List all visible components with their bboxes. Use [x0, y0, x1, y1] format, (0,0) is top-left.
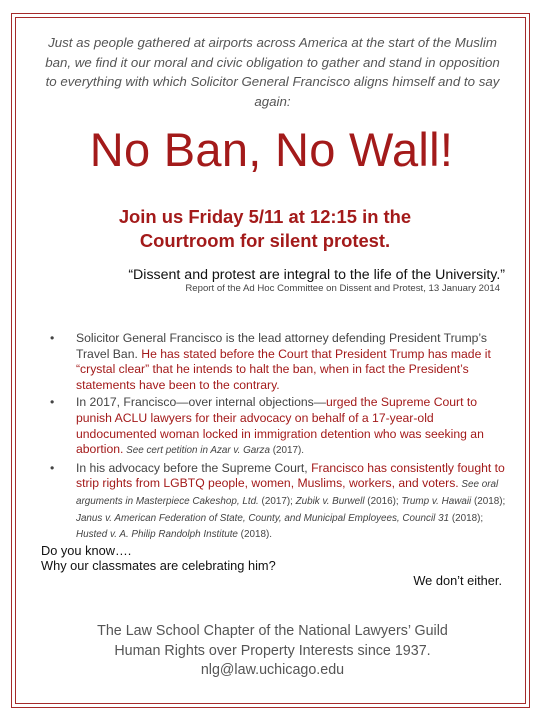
question-celebrating: Why our classmates are celebrating him?: [41, 558, 276, 573]
call-to-action: [60, 205, 470, 253]
citation-year: (2017).: [270, 445, 305, 457]
bullet-highlight: Francisco has consistently fought to strip rights from LGBTQ people, women, Muslims, workers, and voters.: [76, 460, 505, 491]
footer-email[interactable]: nlg@law.uchicago.edu: [200, 662, 345, 678]
citation-case: Masterpiece Cakeshop, Ltd.: [135, 495, 259, 507]
citation-year: (2016);: [364, 495, 402, 507]
bullet-item-aclu: [48, 395, 510, 458]
bullet-icon: •: [50, 460, 55, 475]
citation-text: See cert petition in: [123, 445, 211, 457]
intro-paragraph: Just as people gathered at airports across America at the start of the Muslim ban, we find it our moral and civic obligation to gather and stand in opposition to everything with which Solicitor General Francisco aligns himself and to say again:: [45, 35, 500, 109]
bullet-highlight: He has stated before the Court that President Trump has made it “crystal clear” that he intends to halt the ban, when in fact the President’s statements have been to the contrary.: [76, 346, 491, 392]
citation-case: Trump v. Hawaii: [401, 495, 472, 507]
bullet-text: In his advocacy before the Supreme Court,: [76, 460, 312, 475]
footer-tagline: Human Rights over Property Interests since 1937.: [114, 642, 431, 659]
citation-year: (2018);: [449, 512, 484, 524]
footer: [40, 622, 505, 681]
citation-case: Zubik v. Burwell: [295, 495, 365, 507]
citation-text: See oral arguments in: [76, 479, 499, 507]
cta-line-1: Join us Friday 5/11 at 12:15 in the: [118, 206, 412, 227]
citation-case: Azar v. Garza: [210, 445, 270, 457]
quote-text: “Dissent and protest are integral to the life of the University.”: [128, 267, 505, 283]
citation-year: (2017);: [258, 495, 296, 507]
question-do-you-know: Do you know….: [41, 543, 132, 558]
quote-source: Report of the Ad Hoc Committee on Dissent and Protest, 13 January 2014: [185, 283, 500, 294]
bullet-item-travel-ban: [48, 331, 510, 393]
bullet-text: Solicitor General Francisco is the lead attorney defending President Trump’s Travel Ban.: [76, 331, 487, 361]
bullet-list: [48, 331, 510, 545]
citation-year: (2018);: [471, 495, 506, 507]
bullet-highlight: urged the Supreme Court to punish ACLU lawyers for their advocacy on behalf of a 17-year-old undocumented woman locked in immigration detention who was seeking an abortion.: [76, 395, 484, 457]
cta-line-2: Courtroom for silent protest.: [139, 230, 391, 251]
footer-org: The Law School Chapter of the National Lawyers’ Guild: [97, 623, 448, 639]
citation-case: Husted v. A. Philip Randolph Institute: [76, 529, 238, 541]
answer-we-dont-either: We don’t either.: [413, 573, 502, 588]
bullet-icon: •: [50, 395, 55, 410]
citation-case: Janus v. American Federation of State, County, and Municipal Employees, Council 31: [76, 512, 450, 524]
citation-year: (2018).: [237, 529, 272, 541]
headline: No Ban, No Wall!: [89, 123, 454, 176]
bullet-icon: •: [50, 331, 55, 345]
bullet-text: In 2017, Francisco—over internal objections—: [76, 395, 326, 410]
bullet-item-advocacy: [48, 461, 510, 543]
